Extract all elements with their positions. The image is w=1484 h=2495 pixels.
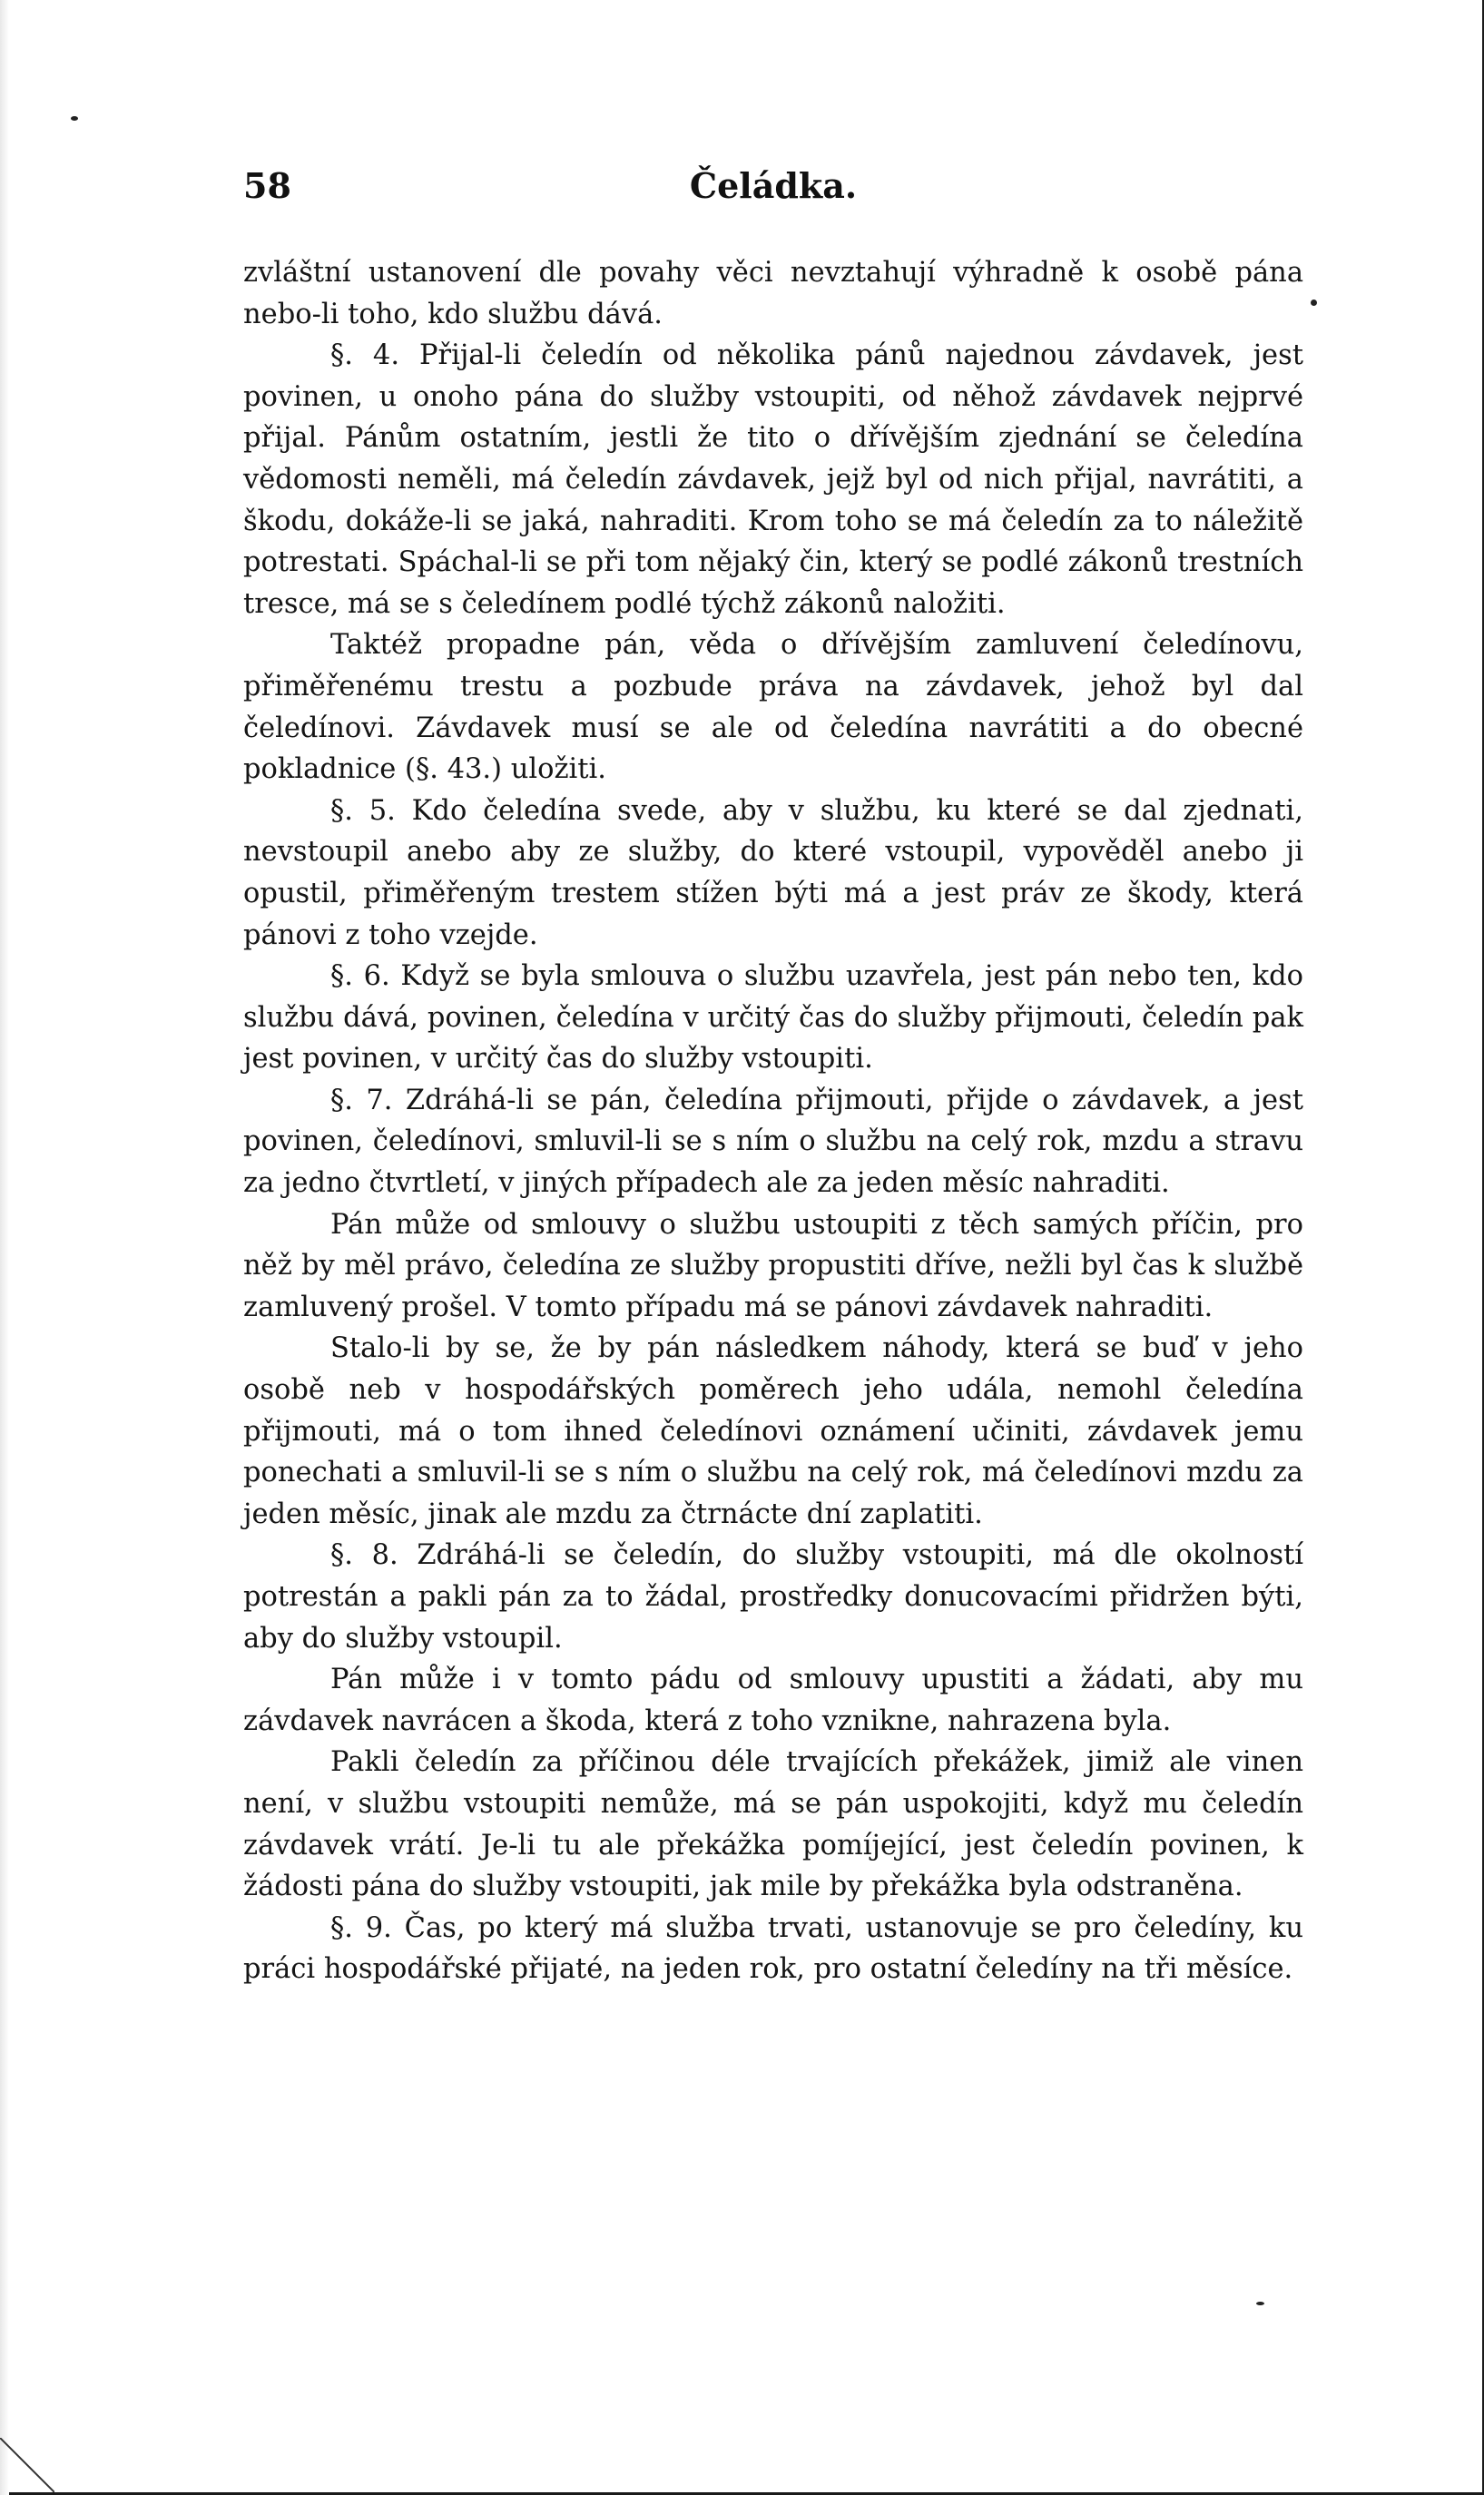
page-number: 58 [243, 165, 291, 206]
paragraph: §. 7. Zdráhá-li se pán, čeledína přijmouti, přijde o závdavek, a jest povinen, čeledínovi, smluvil-li se s ním o službu na celý rok, mzdu a stravu za jedno čtvrtletí, v jiných případech ale za jeden měsíc nahraditi. [243, 1084, 1303, 1200]
paragraph: Pán může od smlouvy o službu ustoupiti z těch samých příčin, pro něž by měl právo, čeledína ze služby propustiti dříve, nežli byl čas k službě zamluvený prošel. V tomto případu má se pánovi závdavek nahraditi. [243, 1208, 1303, 1323]
paragraph: §. 9. Čas, po který má služba trvati, ustanovuje se pro čeledíny, ku práci hospodářské přijaté, na jeden rok, pro ostatní čeledíny na tři měsíce. [243, 1911, 1303, 1986]
running-head: Čeládka. [689, 165, 858, 206]
paragraph: Stalo-li by se, že by pán následkem náhody, která se buď v jeho osobě neb v hospodářských poměrech jeho udála, nemohl čeledína přijmouti, má o tom ihned čeledínovi oznámení učiniti, závdavek jemu ponechati a smluvil-li se s ním o službu na celý rok, má čeledínovi mzdu za jeden měsíc, jinak ale mzdu za čtrnácte dní zaplatiti. [243, 1332, 1303, 1530]
ink-speck [1256, 2302, 1264, 2305]
paragraph: §. 6. Když se byla smlouva o službu uzavřela, jest pán nebo ten, kdo službu dává, povinen, čeledína v určitý čas do služby přijmouti, čeledín pak jest povinen, v určitý čas do služby vstoupiti. [243, 960, 1303, 1076]
paragraph: §. 5. Kdo čeledína svede, aby v službu, ku které se dal zjednati, nevstoupil anebo aby ze služby, do které vstoupil, vypověděl anebo ji opustil, přiměřeným trestem stížen býti má a jest práv ze škody, která pánovi z toho vzejde. [243, 794, 1303, 951]
paragraph: Pán může i v tomto pádu od smlouvy upustiti a žádati, aby mu závdavek navrácen a škoda, která z toho vznikne, nahrazena byla. [243, 1664, 1303, 1737]
ink-speck [1311, 300, 1317, 306]
paragraph: §. 8. Zdráhá-li se čeledín, do služby vstoupiti, má dle okolností potrestán a pakli pán za to žádal, prostředky donucovacími přidržen býti, aby do služby vstoupil. [243, 1539, 1303, 1655]
ink-speck [71, 116, 78, 121]
body-text [243, 252, 1303, 1990]
paragraph: §. 4. Přijal-li čeledín od několika pánů najednou závdavek, jest povinen, u onoho pána do služby vstoupiti, od něhož závdavek nejprvé přijal. Pánům ostatním, jestli že tito o dřívějším zjednání se čeledína vědomosti neměli, má čeledín závdavek, jejž byl od nich přijal, navrátiti, a škodu, dokáže-li se jaká, nahraditi. Krom toho se má čeledín za to náležitě potrestati. Spáchal-li se při tom nějaký čin, který se podlé zákonů trestních tresce, má se s čeledínem podlé týchž zákonů naložiti. [243, 339, 1303, 620]
paragraph: Pakli čeledín za příčinou déle trvajících překážek, jimiž ale vinen není, v službu vstoupiti nemůže, má se pán uspokojiti, když mu čeledín závdavek vrátí. Je-li tu ale překážka pomíjející, jest čeledín povinen, k žádosti pána do služby vstoupiti, jak mile by překážka byla odstraněna. [243, 1746, 1303, 1903]
page-header [243, 165, 1303, 216]
page-corner-mark [0, 2438, 54, 2492]
paragraph: Taktéž propadne pán, věda o dřívějším zamluvení čeledínovu, přiměřenému trestu a pozbude práva na závdavek, jehož byl dal čeledínovi. Závdavek musí se ale od čeledína navrátiti a do obecné pokladnice (§. 43.) uložiti. [243, 629, 1303, 786]
page-edge-shadow [0, 0, 9, 2495]
paragraph: zvláštní ustanovení dle povahy věci nevztahují výhradně k osobě pána nebo-li toho, kdo službu dává. [243, 257, 1303, 330]
